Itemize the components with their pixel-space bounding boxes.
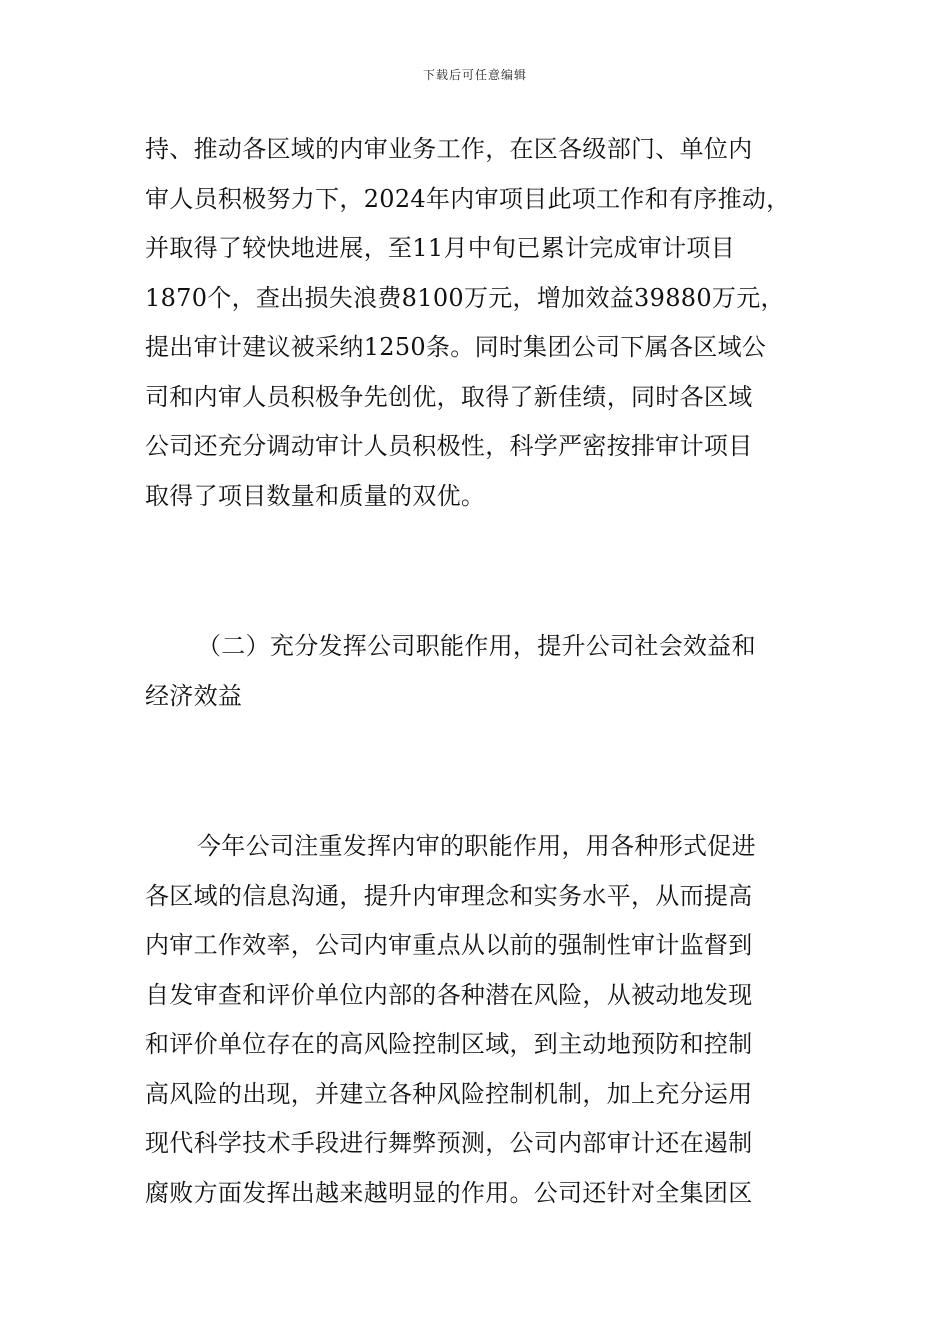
paragraph-audit-results: [145, 125, 813, 521]
text-line: 提出审计建议被采纳1250条。同时集团公司下属各区域公: [145, 333, 767, 361]
text-line: 取得了项目数量和质量的双优。: [145, 481, 486, 510]
text-line: 内审工作效率，公司内审重点从以前的强制性审计监督到: [145, 931, 753, 959]
text-line: 自发审查和评价单位内部的各种潜在风险，从被动地发现: [145, 980, 753, 1009]
text-line: 高风险的出现，并建立各种风险控制机制，加上充分运用: [145, 1079, 753, 1108]
text-line: 今年公司注重发挥内审的职能作用，用各种形式促进: [197, 832, 756, 860]
text-line: 现代科学技术手段进行舞弊预测，公司内部审计还在遏制: [145, 1129, 753, 1157]
heading-line: 经济效益: [145, 681, 243, 710]
text-line: 各区域的信息沟通，提升内审理念和实务水平，从而提高: [145, 881, 753, 910]
text-line: 腐败方面发挥出越来越明显的作用。公司还针对全集团区: [145, 1178, 753, 1207]
page-header-note: 下载后可任意编辑: [422, 68, 527, 82]
text-line: 持、推动各区域的内审业务工作，在区各级部门、单位内: [145, 135, 753, 163]
section-heading: [145, 622, 813, 721]
text-line: 公司还充分调动审计人员积极性，科学严密按排审计项目: [145, 432, 753, 460]
text-line: 和评价单位存在的高风险控制区域，到主动地预防和控制: [145, 1030, 753, 1058]
paragraph-audit-function: [145, 822, 813, 1218]
text-line: 审人员积极努力下，2024年内审项目此项工作和有序推动，: [145, 184, 791, 213]
text-line: 1870个，查出损失浪费8100万元，增加效益39880万元，: [145, 283, 785, 312]
text-line: 司和内审人员积极争先创优，取得了新佳绩，同时各区域: [145, 382, 753, 411]
text-line: 并取得了较快地进展，至11月中旬已累计完成审计项目: [145, 234, 736, 262]
heading-line: （二）充分发挥公司职能作用，提升公司社会效益和: [197, 632, 756, 660]
